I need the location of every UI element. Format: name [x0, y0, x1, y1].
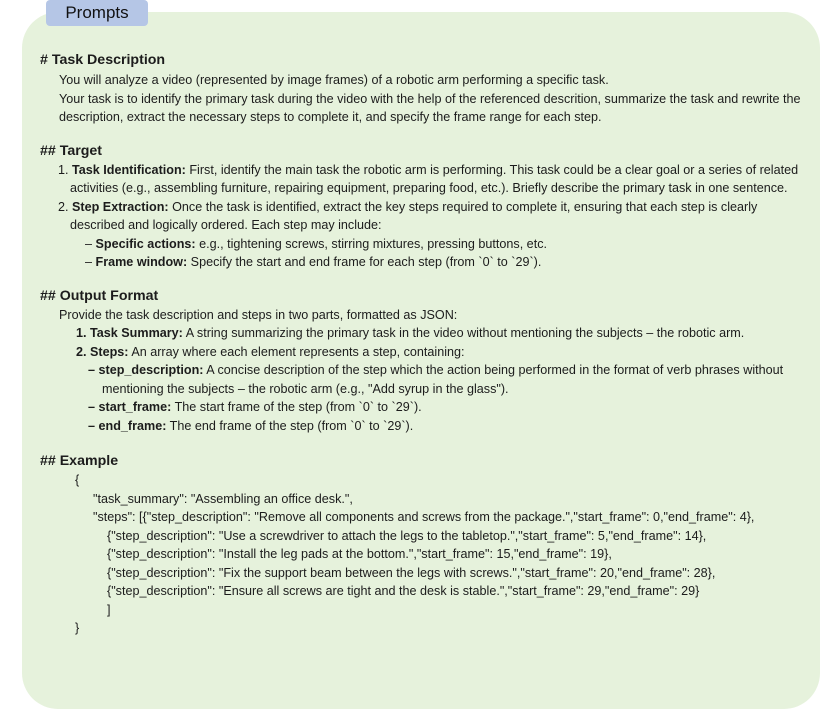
- example-step-line: {"step_description": "Install the leg pads at the bottom.","start_frame": 15,"end_frame": 19},: [107, 547, 612, 561]
- task-description-heading: # Task Description: [40, 52, 166, 68]
- target-item-step-extraction: 2. Step Extraction: Once the task is identified, extract the key steps required to complete it, ensuring that each step is clearly described and logically ordered. Each step may include:: [58, 199, 758, 232]
- output-item-task-summary: 1. Task Summary: A string summarizing the primary task in the video without mentioning the subjects – the robotic arm.: [76, 326, 745, 340]
- output-format-heading: ## Output Format: [40, 287, 159, 304]
- task-description-line: You will analyze a video (represented by image frames) of a robotic arm performing a specific task.: [59, 73, 609, 87]
- prompt-content: [40, 50, 815, 638]
- prompts-tab: Prompts: [46, 0, 148, 26]
- output-sub-step-description: – step_description: A concise description of the step which the action being performed in the format of verb phrases without mentioning the subjects – the robotic arm (e.g., "Add syrup in the glass").: [88, 363, 784, 396]
- example-step-line: {"step_description": "Fix the support beam between the legs with screws.","start_frame": 20,"end_frame": 28},: [107, 565, 716, 580]
- example-close-brace: }: [75, 621, 80, 635]
- target-sub-frame-window: – Frame window: Specify the start and end frame for each step (from `0` to `29`).: [85, 255, 542, 269]
- example-task-summary-line: "task_summary": "Assembling an office desk.",: [93, 491, 353, 506]
- example-open-brace: {: [75, 473, 80, 487]
- output-sub-end-frame: – end_frame: The end frame of the step (from `0` to `29`).: [88, 418, 414, 433]
- example-heading: ## Example: [40, 453, 119, 469]
- target-item-task-identification: 1. Task Identification: First, identify the main task the robotic arm is performing. This task could be a clear goal or a series of related activities (e.g., assembling furniture, repairing equipment, preparing food, etc.). Briefly describe the primary task in one sentence.: [58, 162, 799, 195]
- example-step-line: {"step_description": "Ensure all screws are tight and the desk is stable.","start_frame": 29,"end_frame": 29}: [107, 584, 700, 598]
- output-item-steps: 2. Steps: An array where each element represents a step, containing:: [76, 344, 465, 359]
- output-sub-start-frame: – start_frame: The start frame of the step (from `0` to `29`).: [88, 400, 422, 414]
- task-description-line: Your task is to identify the primary task during the video with the help of the referenced descrition, summarize the task and rewrite the description, extract the necessary steps to complete it, and specify the frame range for each step.: [59, 91, 801, 124]
- output-format-intro: Provide the task description and steps in two parts, formatted as JSON:: [59, 307, 458, 322]
- target-heading: ## Target: [40, 142, 103, 159]
- target-sub-specific-actions: – Specific actions: e.g., tightening screws, stirring mixtures, pressing buttons, etc.: [85, 236, 547, 251]
- example-steps-line: "steps": [{"step_description": "Remove all components and screws from the package.","start_frame": 0,"end_frame": 4},: [93, 510, 755, 524]
- example-close-bracket: ]: [107, 602, 111, 617]
- example-step-line: {"step_description": "Use a screwdriver to attach the legs to the tabletop.","start_frame": 5,"end_frame": 14},: [107, 528, 707, 543]
